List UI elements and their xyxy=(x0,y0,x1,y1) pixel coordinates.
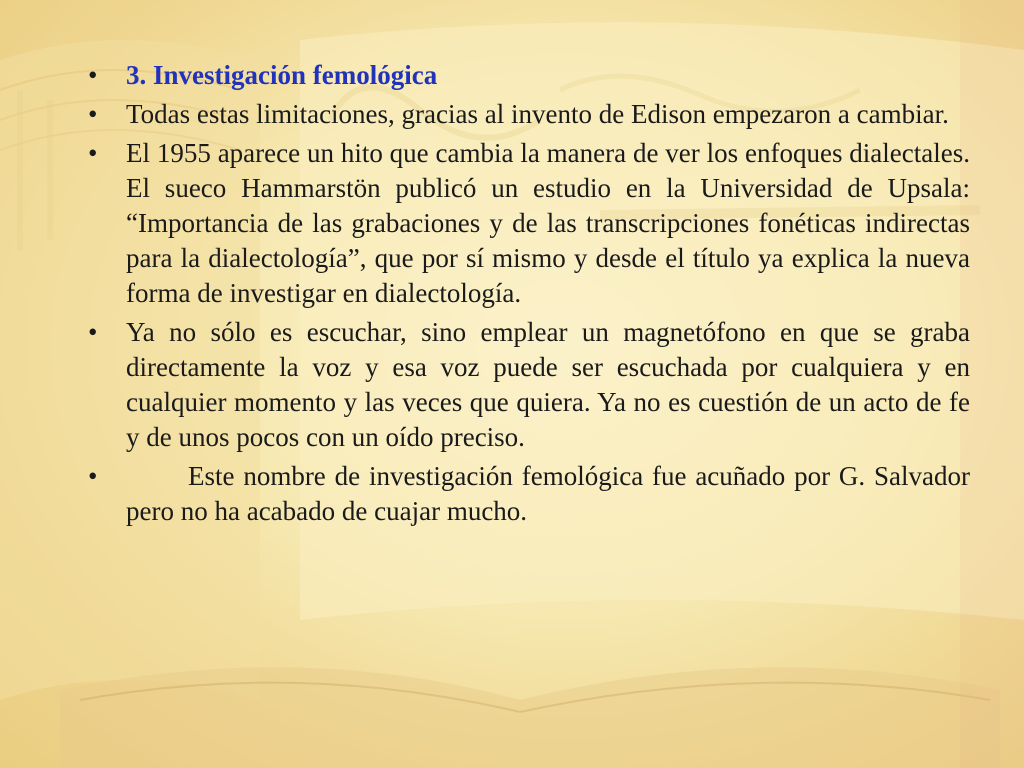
bullet-text: Todas estas limitaciones, gracias al invento de Edison empezaron a cambiar. xyxy=(126,99,949,129)
bullet-item xyxy=(80,97,970,132)
bullet-icon: • xyxy=(88,461,98,491)
bullet-text: Ya no sólo es escuchar, sino emplear un magnetófono en que se graba directamente la voz y esa voz puede ser escuchada por cualquiera y en cualquier momento y las veces que quiera. Ya no es cuestión de un acto de fe y de unos pocos con un oído preciso. xyxy=(126,317,970,452)
section-heading: 3. Investigación femológica xyxy=(126,60,438,90)
bullet-item xyxy=(80,136,970,311)
bullet-text: El 1955 aparece un hito que cambia la manera de ver los enfoques dialectales. El sueco Hammarstön publicó un estudio en la Universidad de Upsala: “Importancia de las grabaciones y de las transcripciones fonéticas indirectas para la dialectología”, que por sí mismo y desde el título ya explica la nueva forma de investigar en dialectología. xyxy=(126,138,970,308)
bullet-icon: • xyxy=(88,60,98,90)
bullet-icon: • xyxy=(88,99,98,129)
bullet-icon: • xyxy=(88,138,98,168)
bullet-item xyxy=(80,315,970,455)
bullet-list xyxy=(80,58,970,533)
bullet-icon: • xyxy=(88,317,98,347)
bullet-item xyxy=(80,459,970,529)
bullet-text: Este nombre de investigación femológica fue acuñado por G. Salvador pero no ha acabado de cuajar mucho. xyxy=(126,461,970,526)
bullet-item-heading xyxy=(80,58,970,93)
